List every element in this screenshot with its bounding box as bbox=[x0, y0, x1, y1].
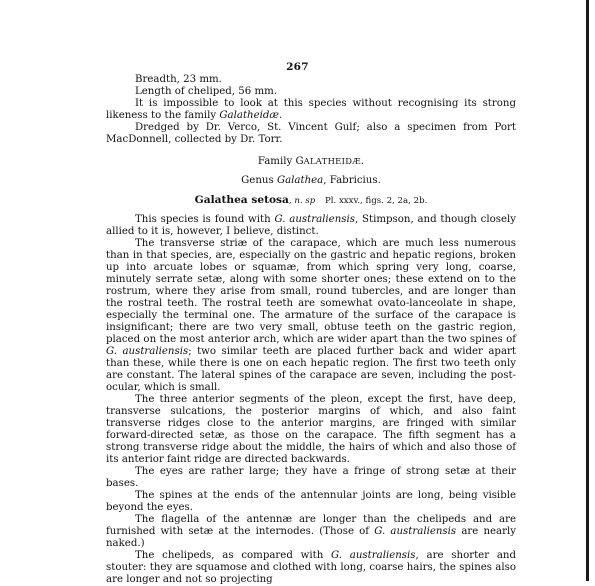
body-paragraph-3: The three anterior segments of the pleon, except the first, have deep, transverse sulcations, the posterior margins of which, and also faint transverse ridges close to the anterior margins, are fringed with similar forward-directed setæ, as those on the carapace. The fifth segment has a strong transverse ridge about the middle, the hairs of which and also those of its anterior faint ridge are directed backwards. bbox=[106, 394, 516, 465]
breadth-line: Breadth, 23 mm. bbox=[135, 74, 222, 85]
spacer bbox=[106, 146, 516, 155]
body-paragraph-4: The eyes are rather large; they have a fringe of strong setæ at their bases. bbox=[106, 466, 516, 489]
body-paragraph-6 bbox=[106, 514, 516, 550]
cheliped-line: Length of cheliped, 56 mm. bbox=[135, 86, 278, 97]
body-paragraph-1 bbox=[106, 214, 516, 238]
p2-text: The transverse striæ of the carapace, which are much less numerous than in that species, are, especially on the gastric and hepatic regions, broken up into arcuate lobes or squamæ, from which spring very long, coarse, minutely serrate setæ, along with some shorter ones; these extend on to the rostrum, where they arise from small, round tubercles, and are longer than the rostral teeth. The rostral teeth are somewhat ovato-lanceolate in shape, especially the terminal one. The armature of the surface of the carapace is insignificant; there are two very small, obtuse teeth on the gastric region, placed on the most anterior arch, which are wider apart than the two spines of bbox=[106, 238, 516, 345]
family-heading-text: Family G bbox=[257, 156, 304, 167]
dredged-paragraph: Dredged by Dr. Verco, St. Vincent Gulf; also a specimen from Port MacDonnell, collected by Dr. Torr. bbox=[106, 122, 516, 145]
species-heading bbox=[106, 194, 516, 207]
p1-species: G. australiensis bbox=[274, 214, 355, 225]
family-name-italic: Galatheidæ bbox=[219, 110, 279, 121]
p2-text-end: ; two similar teeth are placed further back and wider apart than these, while there is one on each hepatic region. The first two teeth only are constant. The lateral spines of the carapace are seven, including the post-ocular, which is small. bbox=[106, 346, 516, 393]
species-name: Galathea setosa bbox=[194, 194, 289, 206]
body-paragraph-2 bbox=[106, 238, 516, 394]
genus-author: , Fabricius. bbox=[323, 175, 381, 186]
genus-heading bbox=[106, 175, 516, 187]
p1-text: This species is found with bbox=[135, 214, 275, 225]
likeness-text: It is impossible to look at this species without recognising its strong likeness to the family bbox=[106, 98, 516, 121]
page-edge-shadow bbox=[586, 0, 589, 581]
page-number: 267 bbox=[286, 61, 309, 73]
likeness-end: . bbox=[279, 110, 283, 121]
family-heading bbox=[106, 155, 516, 168]
family-heading-smallcaps: ALATHEIDÆ bbox=[303, 156, 361, 166]
p7-species: G. australiensis bbox=[331, 550, 416, 561]
likeness-paragraph bbox=[106, 98, 516, 122]
genus-label: Genus bbox=[241, 175, 277, 186]
species-note: , n. sp bbox=[288, 196, 316, 206]
genus-name: Galathea bbox=[276, 175, 324, 186]
p1-text-end: , Stimpson, and though closely allied to it is, however, I believe, distinct. bbox=[106, 214, 516, 237]
p6-species: G. australiensis bbox=[374, 526, 457, 537]
p2-species: G. australiensis bbox=[106, 346, 189, 357]
body-paragraph-5: The spines at the ends of the antennular joints are long, being visible beyond the eyes. bbox=[106, 490, 516, 513]
p7-text-end: , are shorter and stouter: they are squamose and clothed with long, coarse hairs, the spines also are longer and not so projecting bbox=[106, 550, 516, 585]
plate-reference: Pl. xxxv., figs. 2, 2a, 2b. bbox=[324, 196, 428, 206]
spacer bbox=[106, 168, 516, 175]
family-heading-end: . bbox=[360, 156, 365, 167]
p6-text-end: are nearly naked.) bbox=[106, 526, 517, 549]
spacer bbox=[106, 207, 516, 214]
p6-text: The flagella of the antennæ are longer than the chelipeds and are furnished with setæ at the internodes. (Those of bbox=[106, 514, 516, 537]
text-column bbox=[106, 74, 516, 586]
spacer bbox=[106, 187, 516, 194]
p7-text: The chelipeds, as compared with bbox=[135, 550, 332, 561]
